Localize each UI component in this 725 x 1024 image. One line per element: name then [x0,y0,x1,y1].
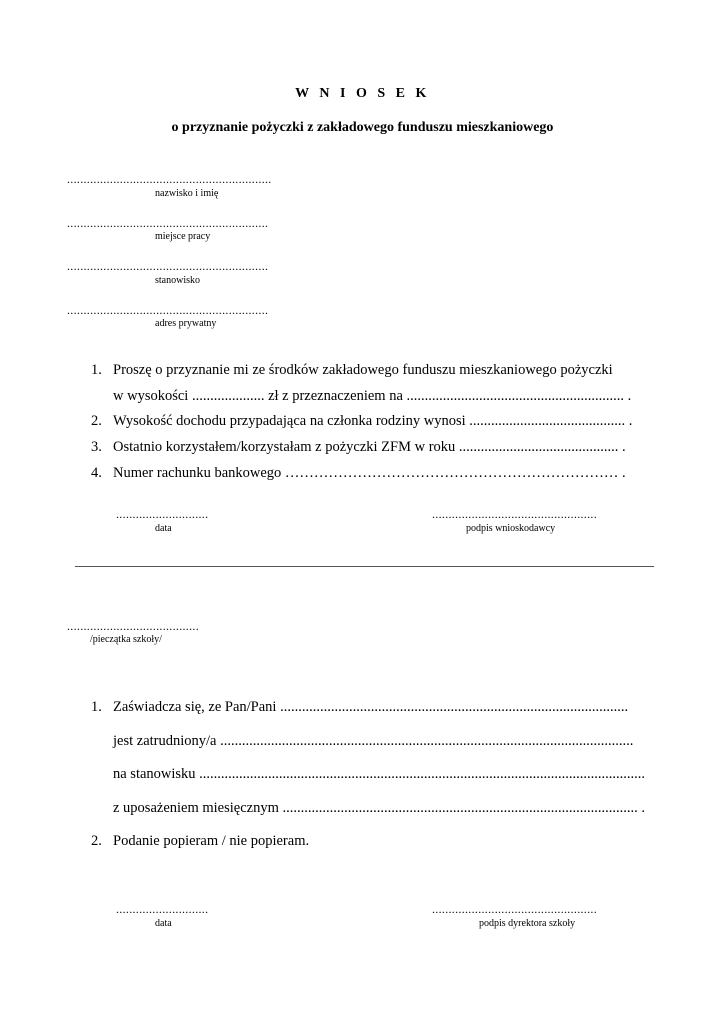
name-field-dots: .............................................................. [67,172,272,186]
cert-item-1-number: 1. [91,699,102,715]
name-field-label: nazwisko i imię [155,188,219,199]
applicant-date-label: data [155,523,172,534]
request-item-1-line2: w wysokości .................... zł z przeznaczeniem na ............................................................ . [113,388,632,404]
document-subtitle: o przyznanie pożyczki z zakładowego funduszu mieszkaniowego [171,120,554,135]
document-title: W N I O S E K [295,86,430,101]
workplace-field-dots: ............................................................. [67,216,269,230]
school-stamp-label: /pieczątka szkoły/ [90,634,162,645]
cert-position-line: na stanowisku ........................................................................................................................... [113,766,646,782]
request-item-1-line1: Proszę o przyznanie mi ze środków zakładowego funduszu mieszkaniowego pożyczki [113,362,613,378]
cert-item-2-number: 2. [91,833,102,849]
request-item-3-number: 3. [91,439,102,455]
address-field-dots: ............................................................. [67,303,269,317]
request-item-1-number: 1. [91,362,102,378]
director-signature-label: podpis dyrektora szkoły [479,918,576,929]
position-field-label: stanowisko [155,275,200,286]
cert-employed-line: jest zatrudniony/a .................................................................................................................. [113,733,634,749]
section-divider [75,566,654,567]
school-stamp-dots: ........................................ [67,619,199,633]
cert-salary-line: z uposażeniem miesięcznym .................................................................................................. . [113,800,646,816]
request-item-4-text: Numer rachunku bankowego …………………………………………………………… . [113,465,626,481]
request-item-2-number: 2. [91,413,102,429]
address-field-label: adres prywatny [155,318,217,329]
director-date-label: data [155,918,172,929]
cert-support-line: Podanie popieram / nie popieram. [113,833,310,849]
applicant-date-dots: ............................ [116,507,209,521]
applicant-signature-dots: .................................................. [432,507,597,521]
director-signature-dots: .................................................. [432,902,597,916]
workplace-field-label: miejsce pracy [155,231,211,242]
request-item-3-text: Ostatnio korzystałem/korzystałam z pożyczki ZFM w roku ............................................ . [113,439,626,455]
position-field-dots: ............................................................. [67,259,269,273]
applicant-signature-label: podpis wnioskodawcy [466,523,556,534]
director-date-dots: ............................ [116,902,209,916]
request-item-2-text: Wysokość dochodu przypadająca na członka rodziny wynosi ........................................... . [113,413,633,429]
cert-employee-line: Zaświadcza się, ze Pan/Pani ................................................................................................ [113,699,629,715]
request-item-4-number: 4. [91,465,102,481]
